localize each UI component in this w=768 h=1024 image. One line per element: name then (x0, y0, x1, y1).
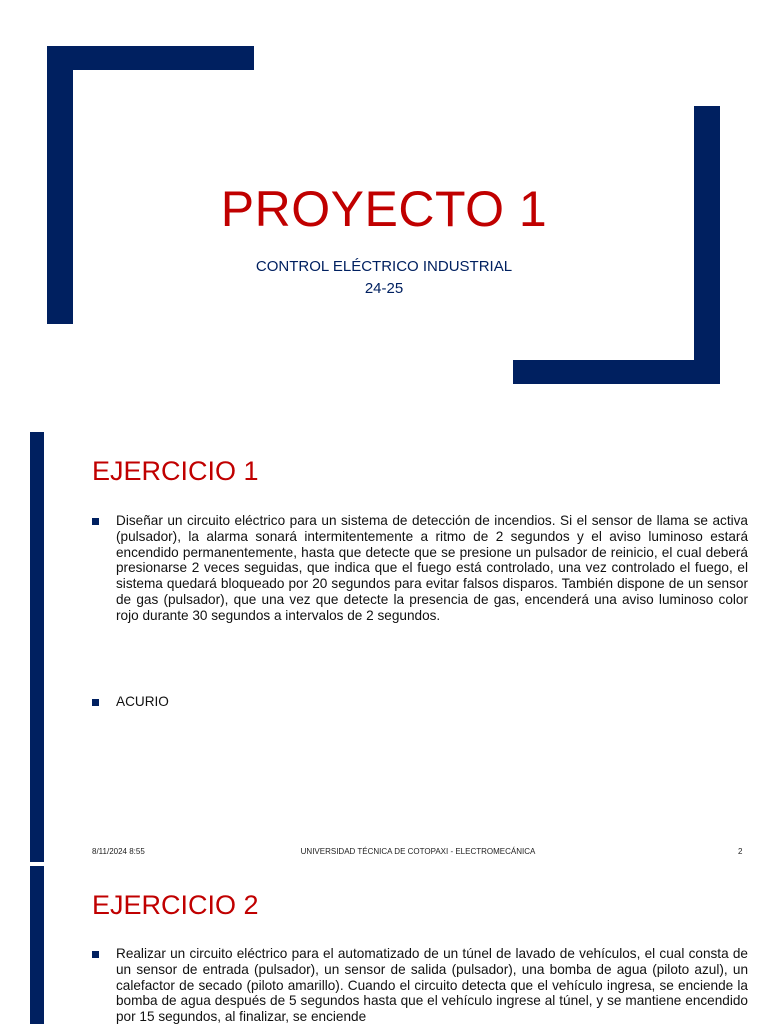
bullet-text: Realizar un circuito eléctrico para el automatizado de un túnel de lavado de vehículos, el cual consta de un sensor de entrada (pulsador), un sensor de salida (pulsador), una bomba de agua (piloto azul), un calefactor de secado (piloto amarillo). Cuando el circuito detecta que el vehículo ingresa, se enciende la bomba de agua después de 5 segundos hasta que el vehículo ingrese al túnel, y se mantiene encendido por 15 segundos, al finalizar, se enciende (116, 946, 748, 1024)
bullet-square-icon (92, 518, 99, 525)
bracket-bottom-right-vertical (694, 106, 720, 384)
section-title: EJERCICIO 1 (92, 456, 259, 486)
bullet-square-icon (92, 951, 99, 958)
footer-date: 8/11/2024 8:55 (92, 847, 145, 856)
section-title: EJERCICIO 2 (92, 890, 259, 920)
list-item (92, 513, 748, 624)
subtitle-line-2: 24-25 (364, 280, 404, 297)
subtitle-line-1: CONTROL ELÉCTRICO INDUSTRIAL (255, 258, 513, 275)
bracket-bottom-right-horizontal (513, 360, 720, 384)
list-item (92, 694, 748, 710)
exercise-2-slide (0, 866, 768, 1024)
title-slide (0, 0, 768, 410)
bullet-text: Diseñar un circuito eléctrico para un sistema de detección de incendios. Si el sensor de llama se activa (pulsador), la alarma sonará intermitentemente a ritmo de 2 segundos y el aviso luminoso estará encendido permanentemente, hasta que detecte que se presione un pulsador de reinicio, el cual deberá presionarse 2 veces seguidas, que indica que el fuego está controlado, una vez controlado el fuego, el sistema quedará bloqueado por 20 segundos para evitar falsos disparos. También dispone de un sensor de gas (pulsador), que una vez que detecte la presencia de gas, encenderá una aviso luminoso color rojo durante 30 segundos a intervalos de 2 segundos. (116, 513, 748, 623)
slide-subtitle (0, 256, 768, 300)
exercise-1-slide (0, 432, 768, 862)
footer-center: UNIVERSIDAD TÉCNICA DE COTOPAXI - ELECTROMECÁNICA (300, 847, 536, 856)
footer-page-number: 2 (738, 847, 743, 856)
bullet-text: ACURIO (116, 694, 169, 709)
slide-title: PROYECTO 1 (220, 181, 548, 237)
list-item (92, 946, 748, 1024)
bracket-top-left-horizontal (47, 46, 254, 70)
left-accent-bar (30, 866, 44, 1024)
left-accent-bar (30, 432, 44, 862)
bullet-square-icon (92, 699, 99, 706)
